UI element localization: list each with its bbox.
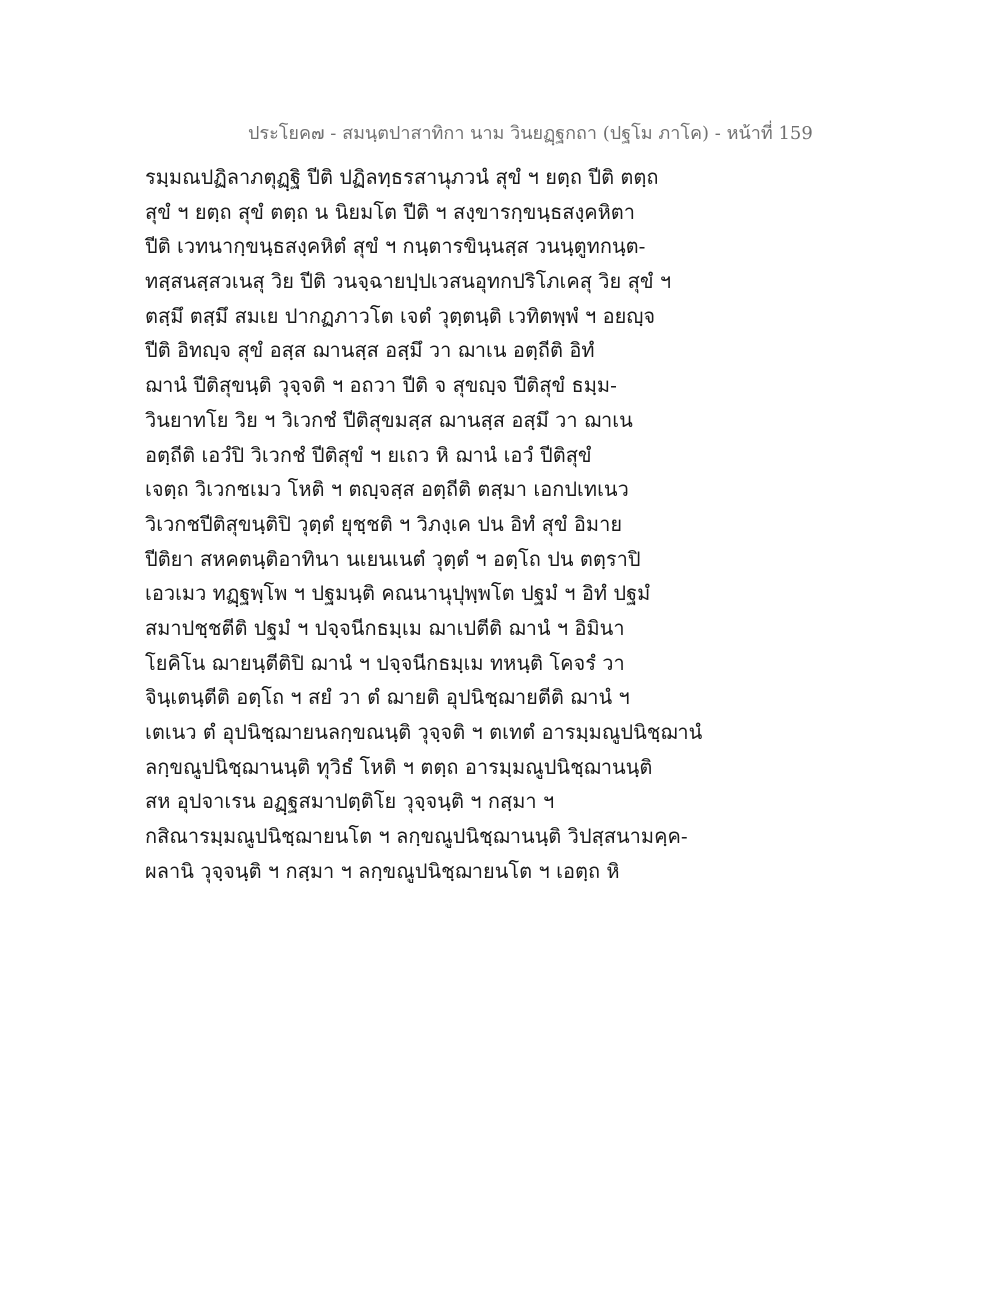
text-line: ผลานิ วุจฺจนฺติ ฯ กสฺมา ฯ ลกฺขณูปนิชฺฌายนโต ฯ เอตฺถ หิ bbox=[145, 858, 620, 883]
text-line: วิเวกชปีติสุขนฺติปิ วุตฺตํ ยุชฺชติ ฯ วิภงฺเค ปน อิทํ สุขํ อิมาย bbox=[145, 511, 623, 536]
text-line: ลกฺขณูปนิชฺฌานนฺติ ทุวิธํ โหติ ฯ ตตฺถ อารมฺมณูปนิชฺฌานนฺติ bbox=[145, 754, 653, 779]
text-line: ทสฺสนสฺสวเนสุ วิย ปีติ วนจฺฉายปฺปเวสนอุทกปริโภเคสุ วิย สุขํ ฯ bbox=[145, 269, 672, 294]
running-header: ประโยค๗ - สมนฺตปาสาทิกา นาม วินยฏฺฐกถา (ปฐโม ภาโค) - หน้าที่ 159 bbox=[248, 123, 813, 144]
text-line: สมาปชฺชตีติ ปฐมํ ฯ ปจฺจนีกธมฺเม ฌาเปตีติ ฌานํ ฯ อิมินา bbox=[145, 615, 625, 640]
text-line: อตฺถีติ เอวํปิ วิเวกชํ ปีติสุขํ ฯ ยเถว หิ ฌานํ เอวํ ปีติสุขํ bbox=[145, 442, 592, 467]
text-line: กสิณารมฺมณูปนิชฺฌายนโต ฯ ลกฺขณูปนิชฺฌานนฺติ วิปสฺสนามคฺค- bbox=[145, 824, 688, 849]
text-line: สุขํ ฯ ยตฺถ สุขํ ตตฺถ น นิยมโต ปีติ ฯ สงฺขารกฺขนฺธสงฺคหิตา bbox=[145, 199, 636, 224]
text-line: เตเนว ตํ อุปนิชฺฌายนลกฺขณนฺติ วุจฺจติ ฯ ตเทตํ อารมฺมณูปนิชฺฌานํ bbox=[145, 720, 703, 744]
text-line: ปีติ อิทญฺจ สุขํ อสฺส ฌานสฺส อสฺมึ วา ฌาเน อตฺถีติ อิทํ bbox=[145, 338, 595, 363]
text-line: วินยาทโย วิย ฯ วิเวกชํ ปีติสุขมสฺส ฌานสฺส อสฺมึ วา ฌาเน bbox=[145, 407, 633, 432]
text-line: จินฺเตนฺตีติ อตฺโถ ฯ สยํ วา ตํ ฌายติ อุปนิชฺฌายตีติ ฌานํ ฯ bbox=[145, 685, 630, 710]
text-line: รมฺมณปฏิลาภตุฏฺฐิ ปีติ ปฏิลทฺธรสานุภวนํ สุขํ ฯ ยตฺถ ปีติ ตตฺถ bbox=[145, 165, 659, 189]
text-line: เอวเมว ทฏฺฐพฺโพ ฯ ปฐมนฺติ คณนานุปุพฺพโต ปฐมํ ฯ อิทํ ปฐมํ bbox=[145, 581, 651, 606]
text-line: เจตฺถ วิเวกชเมว โหติ ฯ ตญฺจสฺส อตฺถีติ ตสฺมา เอกปเทเนว bbox=[145, 477, 629, 502]
text-line: สห อุปจาเรน อฏฺฐสมาปตฺติโย วุจฺจนฺติ ฯ กสฺมา ฯ bbox=[145, 789, 555, 814]
text-line: ฌานํ ปีติสุขนฺติ วุจฺจติ ฯ อถวา ปีติ จ สุขญฺจ ปีติสุขํ ธมฺม- bbox=[145, 373, 617, 398]
text-line: โยคิโน ฌายนฺตีติปิ ฌานํ ฯ ปจฺจนีกธมฺเม ทหนฺติ โคจรํ วา bbox=[145, 650, 625, 675]
text-line: ปีติยา สหคตนฺติอาทินา นเยนเนตํ วุตฺตํ ฯ อตฺโถ ปน ตตฺราปิ bbox=[145, 546, 641, 571]
body-text bbox=[145, 160, 705, 888]
text-line: ปีติ เวทนากฺขนฺธสงฺคหิตํ สุขํ ฯ กนฺตารขินฺนสฺส วนนฺตูทกนฺต- bbox=[145, 234, 646, 259]
text-line: ตสฺมึ ตสฺมึ สมเย ปากฏภาวโต เจตํ วุตฺตนฺติ เวทิตพฺพํ ฯ อยญฺจ bbox=[145, 303, 656, 328]
